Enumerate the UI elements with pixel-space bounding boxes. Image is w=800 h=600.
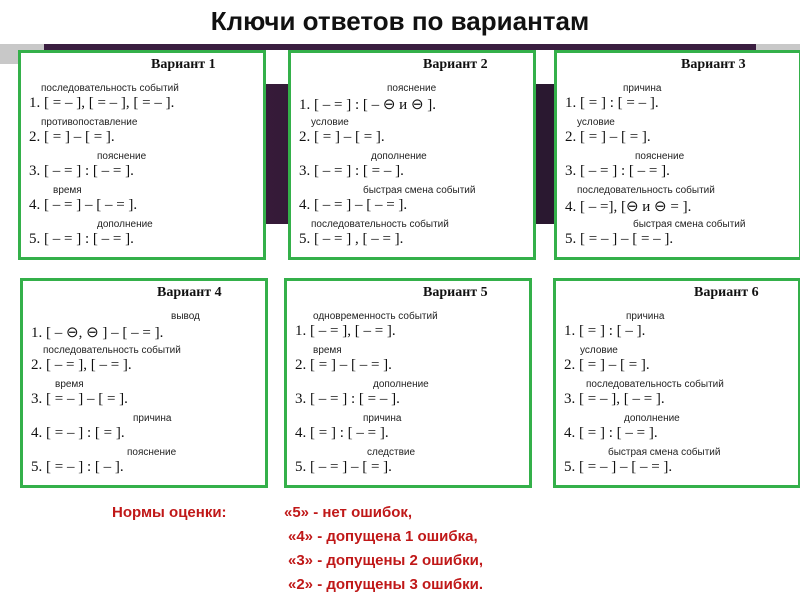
answer-line: 5. [ – = ] – [ = ]. <box>295 459 392 475</box>
answer-line: 1. [ – = ] : [ – ⊖ и ⊖ ]. <box>299 97 437 113</box>
variant-title: Вариант 2 <box>423 57 488 72</box>
answer-line: 2. [ = ] – [ – = ]. <box>295 357 392 373</box>
variant-card-4 <box>20 278 268 488</box>
hint: вывод <box>171 311 200 322</box>
hint: пояснение <box>127 447 177 458</box>
answer-line: 2. [ = ] – [ = ]. <box>29 129 115 145</box>
answer-line: 3. [ = – ], [ – = ]. <box>564 391 665 407</box>
norms-item: «2» - допущены 3 ошибки. <box>288 576 484 593</box>
answer-line: 5. [ = – ] – [ – = ]. <box>564 459 673 475</box>
answer-line: 4. [ = – ] : [ = ]. <box>31 425 125 441</box>
answer-line: 5. [ = – ] : [ – ]. <box>31 459 124 475</box>
hint: последовательность событий <box>311 219 449 230</box>
hint: пояснение <box>97 151 147 162</box>
answer-line: 2. [ – = ], [ – = ]. <box>31 357 132 373</box>
answer-line: 1. [ = – ], [ = – ], [ = – ]. <box>29 95 175 111</box>
hint: дополнение <box>371 151 427 162</box>
variant-card-5 <box>284 278 532 488</box>
variant-title: Вариант 1 <box>151 57 216 72</box>
hint: время <box>313 345 342 356</box>
answer-line: 4. [ – = ] – [ – = ]. <box>29 197 138 213</box>
hint: быстрая смена событий <box>633 219 746 230</box>
answer-line: 1. [ – ⊖, ⊖ ] – [ – = ]. <box>31 325 164 341</box>
answer-line: 5. [ – = ] , [ – = ]. <box>299 231 404 247</box>
hint: причина <box>363 413 402 424</box>
norms-item: «3» - допущены 2 ошибки, <box>288 552 484 569</box>
answer-line: 3. [ – = ] : [ – = ]. <box>29 163 134 179</box>
answer-line: 5. [ – = ] : [ – = ]. <box>29 231 134 247</box>
hint: условие <box>577 117 615 128</box>
hint: быстрая смена событий <box>363 185 476 196</box>
answer-line: 4. [ – = ] – [ – = ]. <box>299 197 408 213</box>
answer-line: 1. [ = ] : [ = – ]. <box>565 95 659 111</box>
hint: быстрая смена событий <box>608 447 721 458</box>
hint: пояснение <box>635 151 685 162</box>
hint: дополнение <box>373 379 429 390</box>
hint: дополнение <box>97 219 153 230</box>
hint: причина <box>133 413 172 424</box>
answer-line: 4. [ = ] : [ – = ]. <box>295 425 389 441</box>
hint: условие <box>580 345 618 356</box>
hint: условие <box>311 117 349 128</box>
hint: пояснение <box>387 83 437 94</box>
variant-card-1 <box>18 50 266 260</box>
answer-line: 2. [ = ] – [ = ]. <box>299 129 385 145</box>
answer-line: 2. [ = ] – [ = ]. <box>565 129 651 145</box>
answer-line: 3. [ – = ] : [ = – ]. <box>299 163 404 179</box>
hint: последовательность событий <box>43 345 181 356</box>
answer-line: 4. [ = ] : [ – = ]. <box>564 425 658 441</box>
answer-line: 3. [ = – ] – [ = ]. <box>31 391 128 407</box>
hint: последовательность событий <box>577 185 715 196</box>
variant-title: Вариант 5 <box>423 285 488 300</box>
answer-line: 5. [ = – ] – [ = – ]. <box>565 231 674 247</box>
hint: последовательность событий <box>586 379 724 390</box>
answer-line: 1. [ – = ], [ – = ]. <box>295 323 396 339</box>
hint: причина <box>623 83 662 94</box>
answer-line: 4. [ – =], [⊖ и ⊖ = ]. <box>565 199 692 215</box>
hint: одновременность событий <box>313 311 438 322</box>
answer-line: 1. [ = ] : [ – ]. <box>564 323 646 339</box>
variant-title: Вариант 3 <box>681 57 746 72</box>
norms-label: Нормы оценки: <box>112 504 227 521</box>
variant-title: Вариант 4 <box>157 285 222 300</box>
variant-title: Вариант 6 <box>694 285 759 300</box>
hint: время <box>53 185 82 196</box>
variant-card-3 <box>554 50 800 260</box>
norms-item: «4» - допущена 1 ошибка, <box>288 528 478 545</box>
hint: причина <box>626 311 665 322</box>
hint: дополнение <box>624 413 680 424</box>
hint: следствие <box>367 447 416 458</box>
variant-card-2 <box>288 50 536 260</box>
page-title: Ключи ответов по вариантам <box>210 6 590 36</box>
hint: последовательность событий <box>41 83 179 94</box>
norms-item: «5» - нет ошибок, <box>284 504 413 521</box>
hint: время <box>55 379 84 390</box>
hint: противопоставление <box>41 117 138 128</box>
answer-line: 2. [ = ] – [ = ]. <box>564 357 650 373</box>
answer-line: 3. [ – = ] : [ – = ]. <box>565 163 670 179</box>
answer-line: 3. [ – = ] : [ = – ]. <box>295 391 400 407</box>
variant-card-6 <box>553 278 800 488</box>
